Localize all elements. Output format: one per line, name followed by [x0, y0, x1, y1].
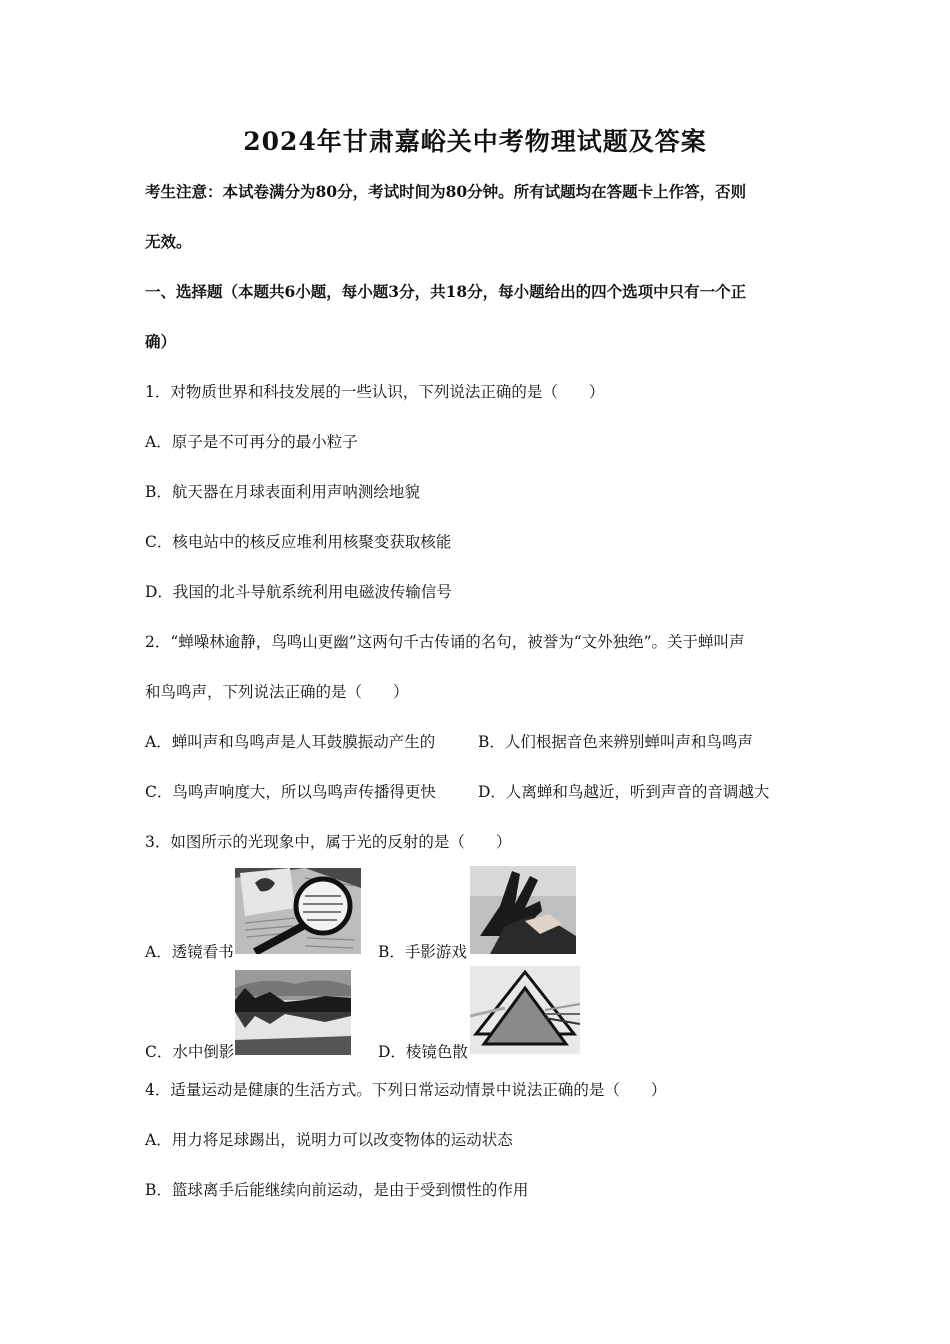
water-reflection-image: [235, 970, 351, 1055]
q2-option-b: B．人们根据音色来辨别蝉叫声和鸟鸣声: [478, 733, 753, 751]
q3-option-a: A．透镜看书: [145, 943, 234, 961]
q2-option-a: A．蝉叫声和鸟鸣声是人耳鼓膜振动产生的: [145, 733, 436, 751]
q1-option-b: B．航天器在月球表面利用声呐测绘地貌: [145, 483, 420, 501]
q2-option-d: D．人离蝉和鸟越近，听到声音的音调越大: [478, 783, 770, 801]
prism-dispersion-image: [470, 966, 580, 1054]
notice-line-2: 无效。: [145, 232, 192, 251]
magnifier-book-image: [235, 868, 361, 954]
q3-option-b: B．手影游戏: [378, 943, 467, 961]
q3-option-d: D．棱镜色散: [378, 1043, 468, 1061]
q3-option-c: C．水中倒影: [145, 1043, 235, 1061]
q3-stem: 3．如图所示的光现象中，属于光的反射的是（ ）: [145, 833, 512, 851]
q1-option-c: C．核电站中的核反应堆利用核聚变获取核能: [145, 533, 452, 551]
page-title: 2024年甘肃嘉峪关中考物理试题及答案: [243, 127, 707, 156]
notice-line-1: 考生注意：本试卷满分为80分，考试时间为80分钟。所有试题均在答题卡上作答，否则: [145, 182, 747, 201]
q4-stem: 4．适量运动是健康的生活方式。下列日常运动情景中说法正确的是（ ）: [145, 1081, 667, 1099]
q1-option-a: A．原子是不可再分的最小粒子: [145, 433, 358, 451]
q2-stem-line-2: 和鸟鸣声，下列说法正确的是（ ）: [145, 683, 409, 701]
hand-shadow-image: [470, 866, 576, 954]
section-heading-line-1: 一、选择题（本题共6小题，每小题3分，共18分，每小题给出的四个选项中只有一个正: [145, 282, 747, 301]
q4-option-b: B．篮球离手后能继续向前运动，是由于受到惯性的作用: [145, 1181, 529, 1199]
q1-stem: 1．对物质世界和科技发展的一些认识，下列说法正确的是（ ）: [145, 383, 605, 401]
q4-option-a: A．用力将足球踢出，说明力可以改变物体的运动状态: [145, 1131, 513, 1149]
q2-stem-line-1: 2．“蝉噪林逾静，鸟鸣山更幽”这两句千古传诵的名句，被誉为“文外独绝”。关于蝉叫声: [145, 633, 745, 651]
section-heading-line-2: 确）: [145, 332, 177, 351]
q2-option-c: C．鸟鸣声响度大，所以鸟鸣声传播得更快: [145, 783, 436, 801]
q1-option-d: D．我国的北斗导航系统利用电磁波传输信号: [145, 583, 452, 601]
